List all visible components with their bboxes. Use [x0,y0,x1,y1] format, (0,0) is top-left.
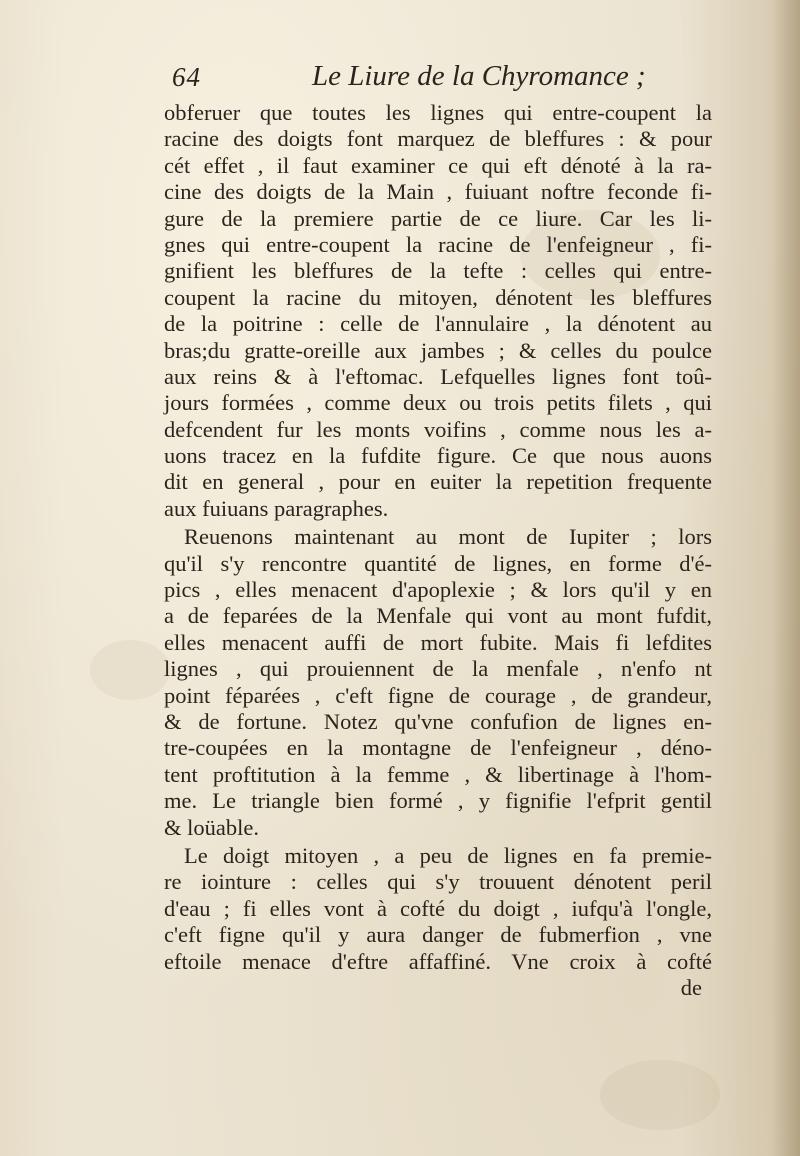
text-line: defcendent fur les monts voifins , comme nous les a- [164,416,712,442]
text-line: gure de la premiere partie de ce liure. Car les li- [164,205,712,231]
text-line: elles menacent auffi de mort fubite. Mais fi lefdites [164,629,712,655]
running-title: Le Liure de la Chyromance ; [312,60,646,92]
text-line: cét effet , il faut examiner ce qui eft dénoté à la ra- [164,152,712,178]
text-line: c'eft figne qu'il y aura danger de fubmerfion , vne [164,922,712,948]
text-line: obferuer que toutes les lignes qui entre-coupent la [164,100,712,125]
text-line: point féparées , c'eft figne de courage , de grandeur, [164,682,712,708]
paper-stain [90,640,170,700]
text-line: de la poitrine : celle de l'annulaire , la dénotent au [164,311,712,337]
text-line: uons tracez en la fufdite figure. Ce que nous auons [164,443,712,469]
text-line: aux reins & à l'eftomac. Lefquelles lignes font toû- [164,363,712,389]
text-line: bras;du gratte-oreille aux jambes ; & celles du poulce [164,337,712,363]
text-line: Le doigt mitoyen , a peu de lignes en fa premie- [184,842,712,868]
text-line: dit en general , pour en euiter la repetition frequente [164,469,712,495]
text-line: & de fortune. Notez qu'vne confufion de lignes en- [164,708,712,734]
body-text [164,100,712,1001]
text-line: coupent la racine du mitoyen, dénotent les bleffures [164,284,712,310]
text-line: pics , elles menacent d'apoplexie ; & lors qu'il y en [164,577,712,603]
text-line: Reuenons maintenant au mont de Iupiter ; lors [184,524,712,550]
text-line: cine des doigts de la Main , fuiuant noftre feconde fi- [164,179,712,205]
text-line: qu'il s'y rencontre quantité de lignes, en forme d'é- [164,550,712,576]
text-line: re iointure : celles qui s'y trouuent dénotent peril [164,869,712,895]
text-line: racine des doigts font marquez de bleffures : & pour [164,126,712,152]
text-line: tent proftitution à la femme , & libertinage à l'hom- [164,761,712,787]
text-line: eftoile menace d'eftre affaffiné. Vne croix à cofté [164,948,712,974]
text-line: jours formées , comme deux ou trois petits filets , qui [164,390,712,416]
page-number: 64 [172,62,201,92]
page-header [172,58,646,98]
text-line: & loüable. [164,814,259,840]
text-line: tre-coupées en la montagne de l'enfeigneur , déno- [164,735,712,761]
text-line: lignes , qui prouiennent de la menfale , n'enfo nt [164,656,712,682]
text-line: gnes qui entre-coupent la racine de l'enfeigneur , fi- [164,231,712,257]
text-line: aux fuiuans paragraphes. [164,495,389,521]
text-line: a de feparées de la Menfale qui vont au mont fufdit, [164,603,712,629]
text-line: me. Le triangle bien formé , y fignifie l'efprit gentil [164,788,712,814]
catchword: de [680,974,702,1000]
text-line: d'eau ; fi elles vont à cofté du doigt , iufqu'à l'ongle, [164,895,712,921]
paper-stain [600,1060,720,1130]
page-gutter-shadow [772,0,800,1156]
text-line: gnifient les bleffures de la tefte : celles qui entre- [164,258,712,284]
